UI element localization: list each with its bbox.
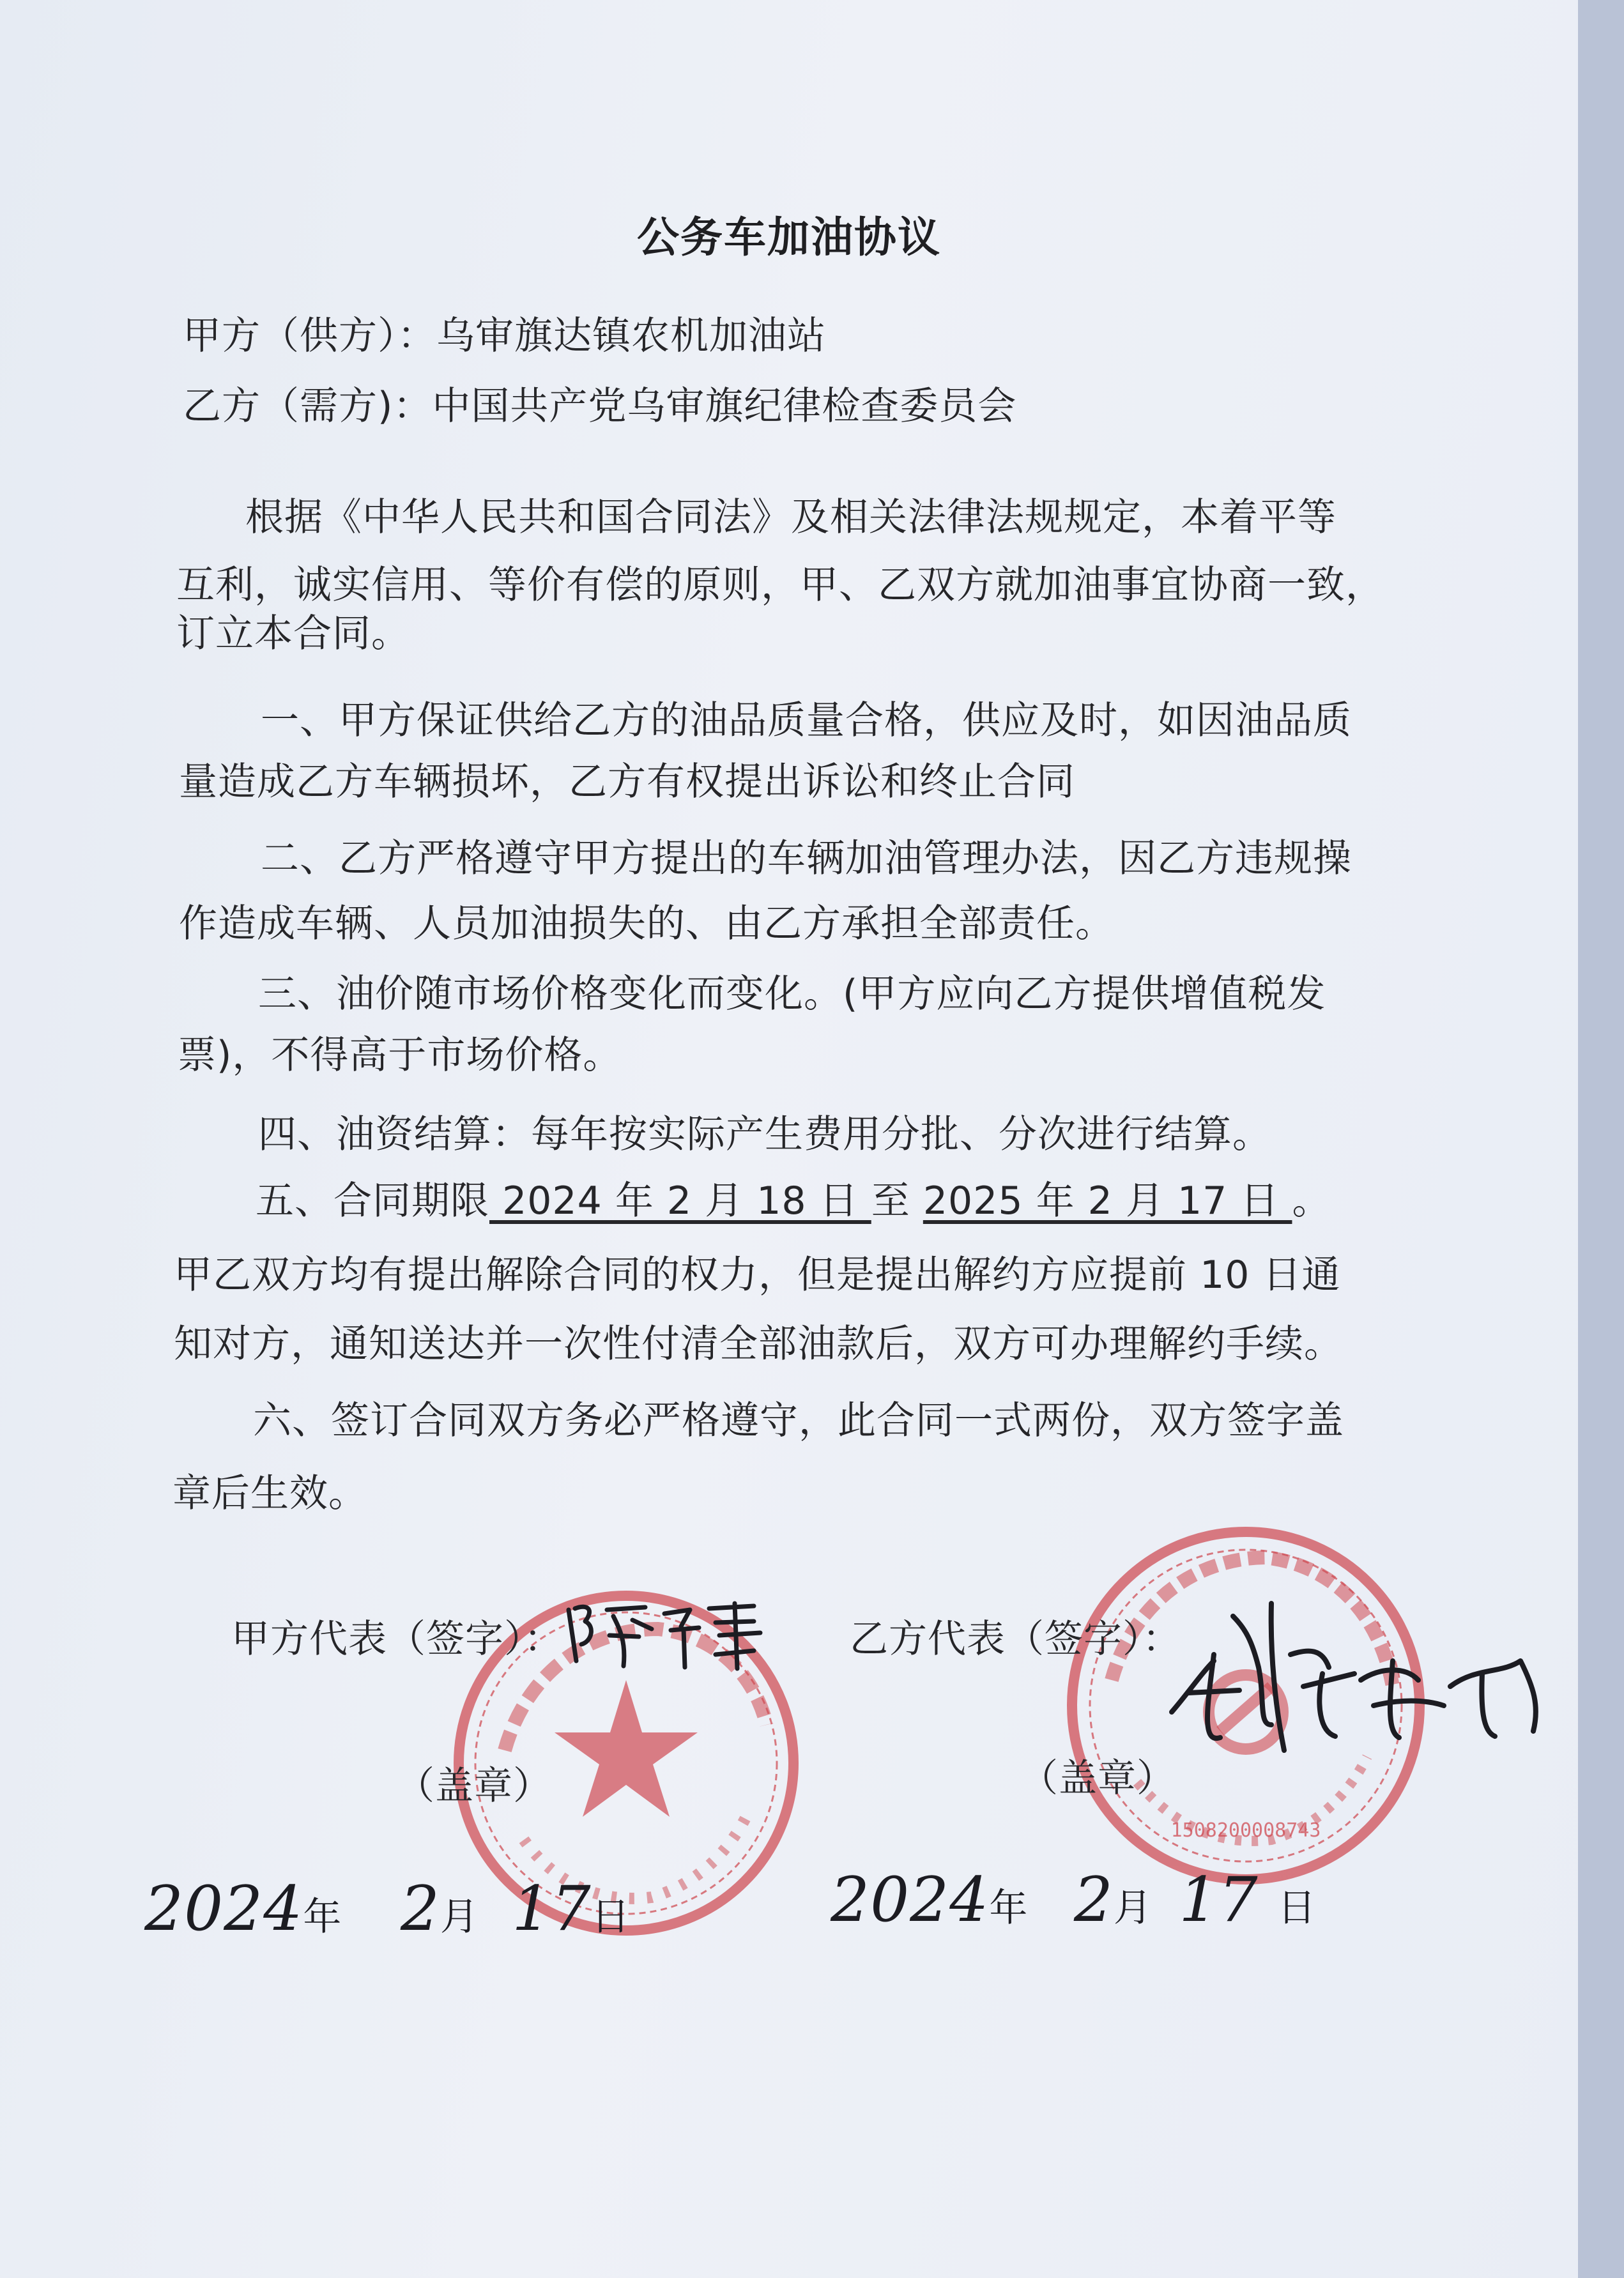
term-suffix: 。	[1292, 1179, 1331, 1223]
intro-line-3: 订立本合同。	[176, 611, 410, 656]
party-b-seal-label: （盖章）	[1020, 1756, 1176, 1801]
party-b-date-month-char: 月	[1113, 1886, 1153, 1930]
party-a-line: 甲方（供方）：乌审旗达镇农机加油站	[183, 314, 826, 358]
clause-5-line-2: 甲乙双方均有提出解除合同的权力，但是提出解约方应提前 10 日通	[174, 1253, 1341, 1297]
clause-3-line-2: 票)，不得高于市场价格。	[178, 1033, 622, 1078]
party-b-date-month: 2	[1073, 1864, 1114, 1936]
party-b-date-year-char: 年	[989, 1886, 1029, 1930]
term-end-date: 2025 年 2 月 17 日	[923, 1179, 1292, 1223]
clause-2-line-2: 作造成车辆、人员加油损失的、由乙方承担全部责任。	[179, 901, 1114, 946]
seal-b-number: 1508200008743	[1170, 1819, 1321, 1842]
clause-3-line-1: 三、油价随市场价格变化而变化。(甲方应向乙方提供增值税发	[258, 972, 1326, 1016]
party-b-date	[831, 1864, 1317, 1936]
term-start-date: 2024 年 2 月 18 日	[489, 1179, 871, 1223]
party-a-date-month: 2	[400, 1873, 440, 1945]
party-a-date-year: 2024	[144, 1873, 303, 1945]
clause-1-line-1: 一、甲方保证供给乙方的油品质量合格，供应及时，如因油品质	[261, 698, 1352, 743]
clause-4-line: 四、油资结算：每年按实际产生费用分批、分次进行结算。	[258, 1112, 1271, 1157]
page-title: 公务车加油协议	[637, 213, 941, 262]
intro-line-1: 根据《中华人民共和国合同法》及相关法律法规规定，本着平等	[245, 495, 1337, 540]
party-a-date-month-char: 月	[440, 1895, 479, 1939]
background-edge	[1578, 0, 1624, 2278]
clause-1-line-2: 量造成乙方车辆损坏，乙方有权提出诉讼和终止合同	[179, 760, 1075, 804]
term-to: 至	[871, 1179, 923, 1223]
party-b-date-day-char: 日	[1277, 1886, 1317, 1930]
clause-2-line-1: 二、乙方严格遵守甲方提出的车辆加油管理办法，因乙方违规操	[261, 836, 1352, 881]
clause-5-term-line	[256, 1170, 1331, 1225]
clause-5-line-3: 知对方，通知送达并一次性付清全部油款后，双方可办理解约手续。	[174, 1322, 1343, 1366]
term-prefix: 五、合同期限	[256, 1179, 489, 1223]
clause-6-line-2: 章后生效。	[172, 1471, 367, 1516]
party-b-rep-label: 乙方代表（签字）：	[850, 1617, 1181, 1662]
party-b-date-year: 2024	[831, 1864, 990, 1936]
intro-line-2: 互利，诚实信用、等价有偿的原则，甲、乙双方就加油事宜协商一致，	[176, 563, 1384, 608]
party-a-date	[144, 1873, 631, 1945]
clause-6-line-1: 六、签订合同双方务必严格遵守，此合同一式两份，双方签字盖	[253, 1398, 1344, 1443]
party-b-line: 乙方（需方)：中国共产党乌审旗纪律检查委员会	[183, 384, 1017, 429]
party-a-seal-label: （盖章）	[396, 1764, 552, 1808]
party-a-date-day: 17	[512, 1873, 592, 1945]
party-a-rep-label: 甲方代表（签字）：	[231, 1617, 563, 1662]
party-a-date-year-char: 年	[303, 1895, 342, 1939]
party-b-date-day: 17	[1179, 1864, 1259, 1936]
party-b-signature	[1163, 1578, 1559, 1789]
party-a-date-day-char: 日	[591, 1895, 631, 1939]
party-a-signature	[562, 1591, 773, 1674]
